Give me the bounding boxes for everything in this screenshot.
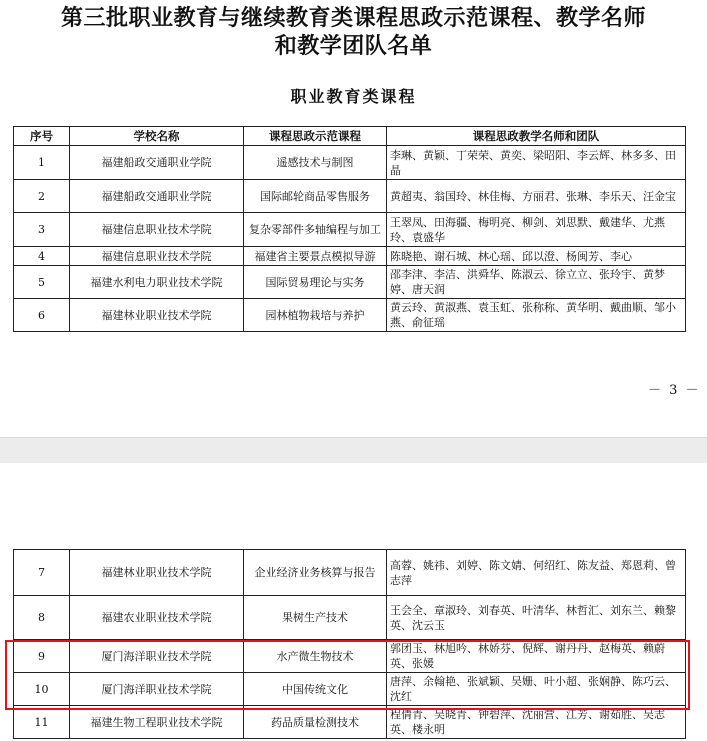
cell-school: 福建林业职业技术学院 xyxy=(70,299,244,332)
document-title-line1: 第三批职业教育与继续教育类课程思政示范课程、教学名师 xyxy=(60,5,646,31)
cell-team: 高蓉、姚祎、刘婷、陈文婧、何绍红、陈友益、郑恩莉、曾志萍 xyxy=(387,550,686,596)
cell-course: 复杂零部件多轴编程与加工 xyxy=(244,213,387,247)
page-separator xyxy=(0,437,707,464)
cell-course: 国际邮轮商品零售服务 xyxy=(244,180,387,213)
document-title-line2: 和教学团队名单 xyxy=(274,33,433,59)
cell-school: 福建信息职业技术学院 xyxy=(70,213,244,247)
cell-number: 10 xyxy=(14,673,70,706)
cell-team: 王会全、章淑玲、刘春英、叶清华、林哲汇、刘东兰、赖黎英、沈云玉 xyxy=(387,596,686,640)
table-row xyxy=(14,673,686,706)
table-row xyxy=(14,266,686,299)
cell-team: 邵李津、李洁、洪舜华、陈淑云、徐立立、张玲宇、黄梦婷、唐天润 xyxy=(387,266,686,299)
cell-team: 郭团玉、林旭吟、林娇芬、倪辉、谢丹丹、赵梅英、赖蔚英、张媛 xyxy=(387,640,686,673)
cell-course: 遥感技术与制图 xyxy=(244,146,387,180)
cell-team: 李琳、黄颖、丁荣荣、黄奕、梁昭阳、李云辉、林多多、田晶 xyxy=(387,146,686,180)
section-subtitle: 职业教育类课程 xyxy=(290,87,417,106)
cell-team: 唐萍、余翰艳、张斌颖、吴姗、叶小超、张娴静、陈巧云、沈红 xyxy=(387,673,686,706)
cell-number: 5 xyxy=(14,266,70,299)
cell-number: 4 xyxy=(14,247,70,266)
cell-number: 6 xyxy=(14,299,70,332)
cell-school: 福建生物工程职业技术学院 xyxy=(70,706,244,739)
table-row xyxy=(14,706,686,739)
header-course: 课程思政示范课程 xyxy=(244,127,387,146)
table-row xyxy=(14,596,686,640)
table-row xyxy=(14,180,686,213)
header-team: 课程思政教学名师和团队 xyxy=(387,127,686,146)
cell-school: 福建信息职业技术学院 xyxy=(70,247,244,266)
cell-number: 8 xyxy=(14,596,70,640)
cell-course: 果树生产技术 xyxy=(244,596,387,640)
cell-course: 国际贸易理论与实务 xyxy=(244,266,387,299)
cell-course: 中国传统文化 xyxy=(244,673,387,706)
cell-number: 11 xyxy=(14,706,70,739)
cell-school: 福建林业职业技术学院 xyxy=(70,550,244,596)
header-school: 学校名称 xyxy=(70,127,244,146)
cell-team: 陈晓艳、谢石城、林心瑶、邱以澄、杨闽芳、李心 xyxy=(387,247,686,266)
cell-course: 企业经济业务核算与报告 xyxy=(244,550,387,596)
cell-course: 水产微生物技术 xyxy=(244,640,387,673)
cell-course: 园林植物栽培与养护 xyxy=(244,299,387,332)
cell-team: 王翠凤、田海疆、梅明亮、柳剑、刘思默、戴建华、尤燕玲、袁盛华 xyxy=(387,213,686,247)
table-header-row xyxy=(14,127,686,146)
cell-school: 福建农业职业技术学院 xyxy=(70,596,244,640)
table-row xyxy=(14,146,686,180)
table-row xyxy=(14,213,686,247)
course-table-page2 xyxy=(13,549,686,739)
table-row xyxy=(14,640,686,673)
cell-school: 福建船政交通职业学院 xyxy=(70,180,244,213)
table-row xyxy=(14,247,686,266)
cell-team: 黄超夷、翁国玲、林佳梅、方丽君、张琳、李乐天、汪金宝 xyxy=(387,180,686,213)
cell-team: 程倩青、吴晓青、钟碧萍、沈丽营、江芳、谢茹胜、吴志英、楼永明 xyxy=(387,706,686,739)
cell-number: 3 xyxy=(14,213,70,247)
cell-school: 厦门海洋职业技术学院 xyxy=(70,673,244,706)
cell-number: 9 xyxy=(14,640,70,673)
cell-number: 1 xyxy=(14,146,70,180)
page-number: － 3 － xyxy=(648,383,701,398)
header-number: 序号 xyxy=(14,127,70,146)
cell-school: 福建船政交通职业学院 xyxy=(70,146,244,180)
cell-course: 药品质量检测技术 xyxy=(244,706,387,739)
cell-school: 厦门海洋职业技术学院 xyxy=(70,640,244,673)
course-table-page1 xyxy=(13,126,686,332)
cell-school: 福建水利电力职业技术学院 xyxy=(70,266,244,299)
table-row xyxy=(14,550,686,596)
cell-course: 福建省主要景点模拟导游 xyxy=(244,247,387,266)
table-row xyxy=(14,299,686,332)
cell-team: 黄云玲、黄淑燕、袁玉虹、张称称、黄华明、戴曲顺、邹小燕、俞征瑶 xyxy=(387,299,686,332)
cell-number: 7 xyxy=(14,550,70,596)
cell-number: 2 xyxy=(14,180,70,213)
